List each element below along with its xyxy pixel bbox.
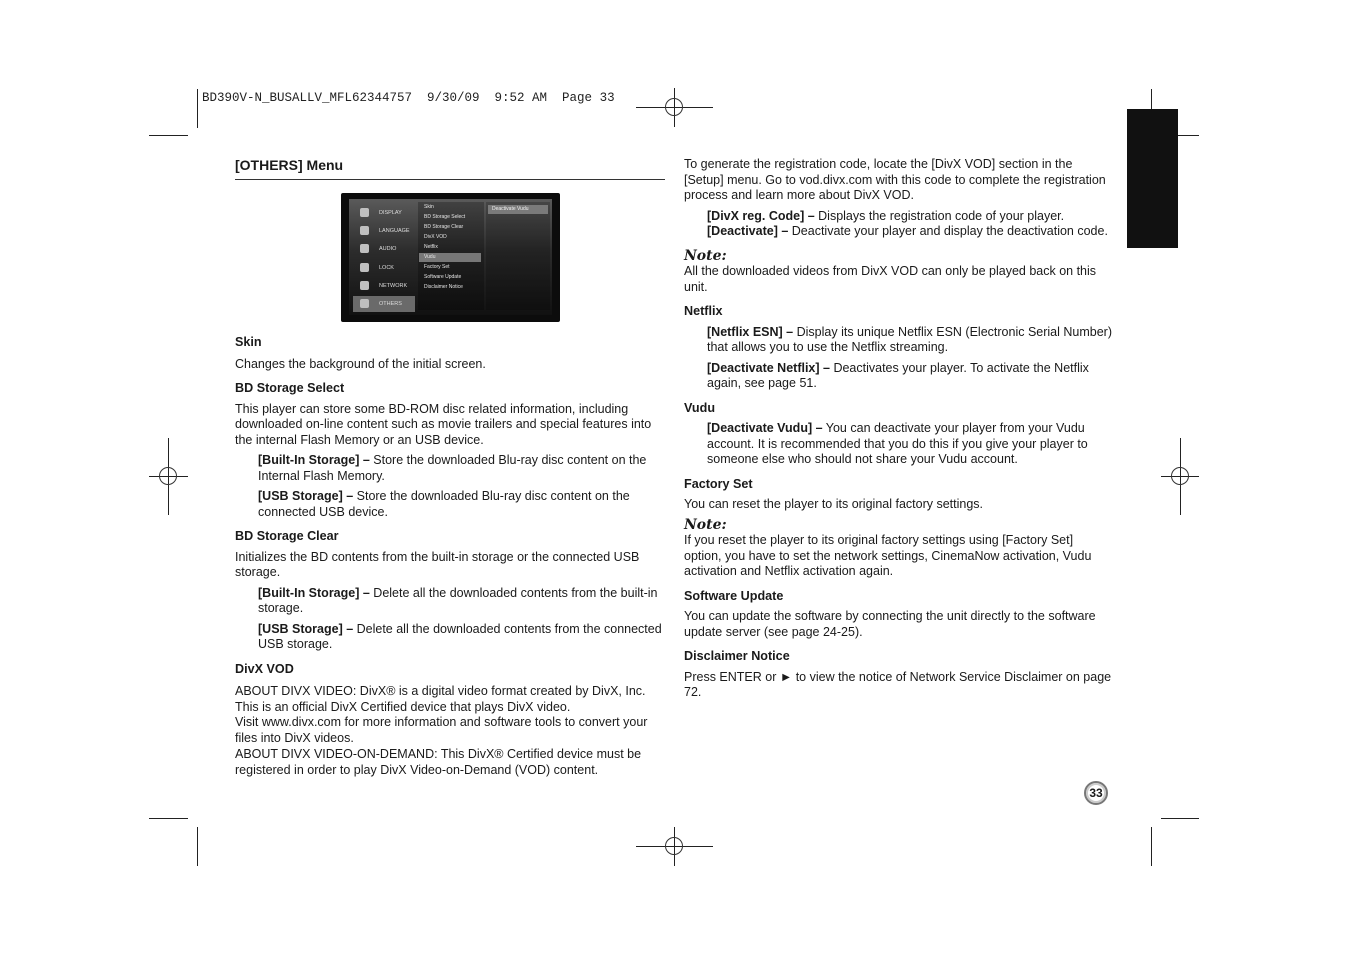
print-header: BD390V-N_BUSALLV_MFL62344757 9/30/09 9:52 AM Page 33 — [202, 91, 615, 105]
crop-mark — [197, 89, 198, 128]
builtin-storage-option: [Built-In Storage] – Store the downloaded Blu-ray disc content on the Internal Flash Memory. — [258, 453, 647, 483]
title-rule — [235, 179, 665, 180]
submenu-item: Factory Set — [424, 264, 450, 270]
registration-circle — [159, 467, 177, 485]
submenu-item: BD Storage Select — [424, 214, 466, 220]
note-text: All the downloaded videos from DivX VOD can only be played back on this unit. — [684, 264, 1097, 294]
language-icon — [360, 226, 369, 235]
chapter-tab — [1127, 109, 1178, 248]
crop-mark — [197, 827, 198, 866]
note-text: If you reset the player to its original factory settings using [Factory Set] option, you have to set the network settings, CinemaNow activation, Vudu activation and Netflix activation again. — [684, 533, 1092, 578]
submenu-item: Skin — [424, 204, 434, 210]
network-icon — [360, 281, 369, 290]
submenu-item: DivX VOD — [424, 234, 447, 240]
vudu-heading: Vudu — [684, 400, 716, 415]
left-column — [235, 335, 667, 778]
lock-icon — [360, 263, 369, 272]
registration-text: To generate the registration code, locate the [DivX VOD] section in the [Setup] menu. Go to vod.divx.com with this code to complete the registration process and learn more about DivX VOD. — [684, 157, 1106, 202]
menu-category-network: NETWORK — [353, 278, 415, 294]
builtin-storage-clear-option: [Built-In Storage] – Delete all the downloaded contents from the built-in storage. — [258, 585, 658, 615]
submenu-item: Software Update — [424, 274, 462, 280]
registration-circle — [665, 837, 683, 855]
menu-category-others: OTHERS — [353, 296, 415, 312]
display-icon — [360, 208, 369, 217]
divx-vod-about-text: ABOUT DIVX VIDEO-ON-DEMAND: This DivX® Certified device must be registered in order to play DivX Video-on-Demand (VOD) content. — [235, 747, 642, 777]
netflix-esn-option: [Netflix ESN] – Display its unique Netflix ESN (Electronic Serial Number) that allows you to use the Netflix streaming. — [707, 324, 1113, 354]
usb-storage-option: [USB Storage] – Store the downloaded Blu-ray disc content on the connected USB device. — [258, 489, 630, 519]
bd-storage-select-text: This player can store some BD-ROM disc related information, including downloaded on-line content such as movie trailers and special features into the internal Flash Memory or an USB device. — [235, 401, 652, 447]
menu-category-audio: AUDIO — [353, 241, 415, 257]
divx-about-text: ABOUT DIVX VIDEO: DivX® is a digital video format created by DivX, Inc. This is an official DivX Certified device that plays DivX video. — [235, 684, 646, 714]
note-label: Note: — [684, 247, 727, 264]
action-item: Deactivate Vudu — [488, 205, 548, 214]
deactivate-vudu-option: [Deactivate Vudu] – You can deactivate your player from your Vudu account. It is recommended that you do this if you give your player to someone else who should not share your Vudu account. — [707, 421, 1088, 466]
others-icon — [360, 299, 369, 308]
menu-category-lock: LOCK — [353, 260, 415, 276]
menu-screen — [349, 199, 552, 315]
bd-storage-clear-text: Initializes the BD contents from the built-in storage or the connected USB storage. — [235, 549, 640, 579]
submenu-item: Netflix — [424, 244, 438, 250]
note-label: Note: — [684, 516, 727, 533]
crop-mark — [149, 135, 188, 136]
menu-screenshot — [341, 193, 560, 322]
menu-category-language: LANGUAGE — [353, 223, 415, 239]
submenu-item: Disclaimer Notice — [424, 284, 463, 290]
crop-mark — [1151, 827, 1152, 866]
divx-visit-text: Visit www.divx.com for more information and software tools to convert your files into DivX videos. — [235, 715, 648, 745]
netflix-heading: Netflix — [684, 304, 723, 318]
right-column — [684, 157, 1114, 701]
skin-text: Changes the background of the initial screen. — [235, 356, 486, 371]
factory-set-text: You can reset the player to its original factory settings. — [684, 497, 984, 511]
deactivate-option: [Deactivate] – Deactivate your player and display the deactivation code. — [707, 224, 1108, 238]
action-column — [486, 202, 550, 310]
skin-heading: Skin — [235, 335, 262, 349]
crop-mark — [149, 818, 188, 819]
audio-icon — [360, 244, 369, 253]
usb-storage-clear-option: [USB Storage] – Delete all the downloaded contents from the connected USB storage. — [258, 621, 662, 651]
crop-mark — [1161, 818, 1199, 819]
menu-category-display: DISPLAY — [353, 205, 415, 221]
registration-circle — [1171, 467, 1189, 485]
submenu-column — [418, 202, 484, 310]
deactivate-netflix-option: [Deactivate Netflix] – Deactivates your player. To activate the Netflix again, see page 51. — [707, 360, 1089, 390]
disclaimer-notice-heading: Disclaimer Notice — [684, 649, 790, 663]
divx-reg-code-option: [DivX reg. Code] – Displays the registration code of your player. — [707, 208, 1065, 223]
software-update-text: You can update the software by connecting the unit directly to the software update server (see page 24-25). — [684, 609, 1096, 639]
registration-circle — [665, 98, 683, 116]
bd-storage-select-heading: BD Storage Select — [235, 381, 345, 395]
bd-storage-clear-heading: BD Storage Clear — [235, 529, 339, 543]
disclaimer-notice-text: Press ENTER or ► to view the notice of Network Service Disclaimer on page 72. — [684, 669, 1112, 699]
section-title: [OTHERS] Menu — [235, 157, 344, 173]
divx-vod-heading: DivX VOD — [235, 661, 294, 676]
page-number: 33 — [1084, 781, 1108, 805]
submenu-item: BD Storage Clear — [424, 224, 464, 230]
factory-set-heading: Factory Set — [684, 476, 753, 491]
submenu-item: Vudu — [419, 253, 481, 262]
software-update-heading: Software Update — [684, 588, 784, 603]
